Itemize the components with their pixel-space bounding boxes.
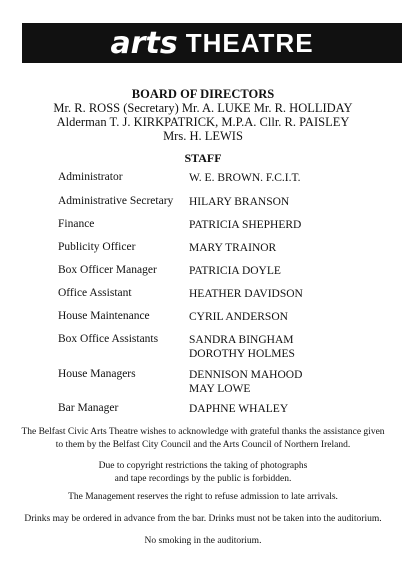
acknowledgement-line-2: to them by the Belfast City Council and the Arts Council of Northern Ireland.	[55, 440, 351, 450]
staff-role: Box Office Assistants	[58, 333, 159, 345]
banner-arts-logo: arts	[110, 25, 178, 61]
staff-role: Box Officer Manager	[58, 264, 157, 276]
acknowledgement-line-1: The Belfast Civic Arts Theatre wishes to acknowledge with grateful thanks the assistance given	[21, 427, 385, 437]
staff-name: PATRICIA SHEPHERD	[189, 219, 302, 231]
copyright-line-1: Due to copyright restrictions the taking of photographs	[98, 461, 308, 471]
board-line-2: Alderman T. J. KIRKPATRICK, M.P.A. Cllr. R. PAISLEY	[56, 115, 350, 129]
staff-name: DOROTHY HOLMES	[189, 348, 295, 360]
staff-role: Finance	[58, 218, 95, 230]
staff-role: Office Assistant	[58, 287, 132, 299]
staff-name: DENNISON MAHOOD	[189, 369, 303, 381]
staff-role: Publicity Officer	[58, 241, 136, 253]
staff-role: Administrative Secretary	[58, 195, 174, 207]
staff-role: Administrator	[58, 171, 123, 183]
staff-role: Bar Manager	[58, 402, 119, 414]
smoking-notice: No smoking in the auditorium.	[144, 536, 262, 546]
staff-heading: STAFF	[184, 151, 222, 165]
staff-name: DAPHNE WHALEY	[189, 403, 289, 415]
theatre-banner	[22, 23, 402, 63]
drinks-notice: Drinks may be ordered in advance from the bar. Drinks must not be taken into the auditorium.	[24, 514, 382, 524]
banner-theatre-title: THEATRE	[185, 27, 314, 58]
board-line-1: Mr. R. ROSS (Secretary) Mr. A. LUKE Mr. R. HOLLIDAY	[53, 101, 353, 115]
staff-name: MAY LOWE	[189, 383, 251, 395]
staff-name: HEATHER DAVIDSON	[189, 288, 303, 300]
staff-name: CYRIL ANDERSON	[189, 311, 288, 323]
staff-role: House Managers	[58, 368, 136, 380]
staff-name: MARY TRAINOR	[189, 242, 277, 254]
staff-name: PATRICIA DOYLE	[189, 265, 281, 277]
staff-name: W. E. BROWN. F.C.I.T.	[189, 172, 301, 184]
board-heading: BOARD OF DIRECTORS	[131, 87, 275, 101]
staff-name: HILARY BRANSON	[189, 196, 290, 208]
board-line-3: Mrs. H. LEWIS	[163, 129, 243, 143]
staff-name: SANDRA BINGHAM	[189, 334, 294, 346]
staff-role: House Maintenance	[58, 310, 150, 322]
copyright-line-2: and tape recordings by the public is forbidden.	[114, 474, 292, 484]
admission-notice: The Management reserves the right to refuse admission to late arrivals.	[68, 492, 338, 502]
